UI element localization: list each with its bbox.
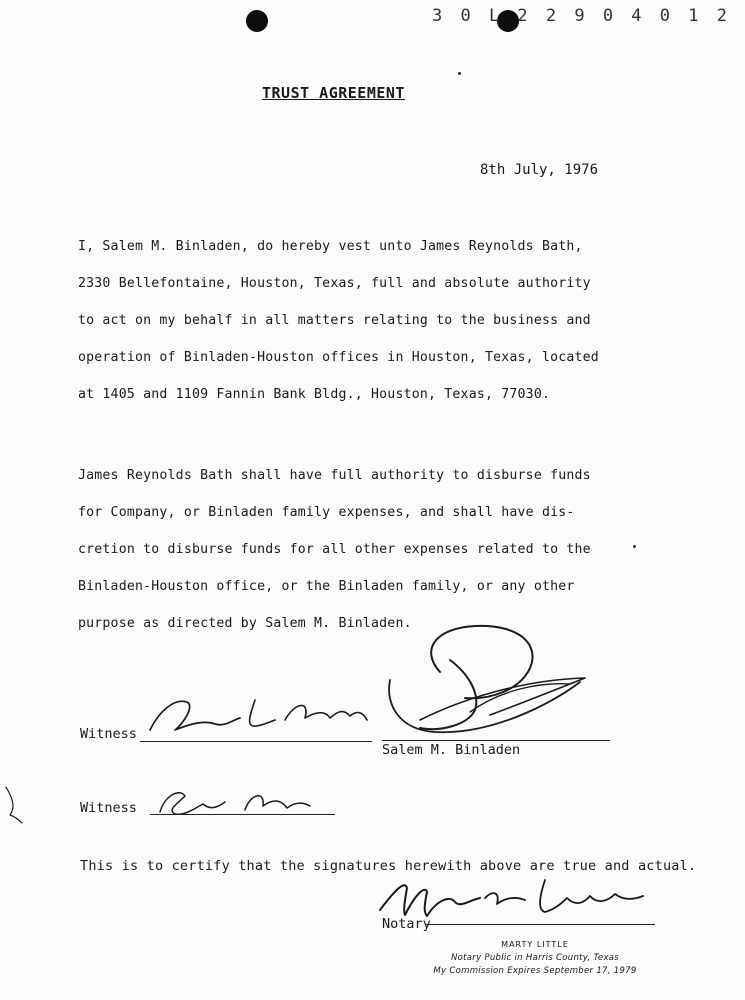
punch-hole: [246, 10, 268, 32]
notary-stamp-name: MARTY LITTLE: [501, 940, 569, 949]
notary-label: Notary: [382, 916, 431, 932]
paragraph-line: James Reynolds Bath shall have full authority to disburse funds: [78, 468, 591, 483]
document-date: 8th July, 1976: [480, 162, 599, 178]
paragraph-line: operation of Binladen-Houston offices in Houston, Texas, located: [78, 350, 599, 365]
witness-line: [150, 814, 335, 815]
signatory-label: Salem M. Binladen: [382, 742, 521, 758]
certification-statement: This is to certify that the signatures herewith above are true and actual.: [80, 858, 697, 874]
notary-stamp-county: Notary Public in Harris County, Texas: [450, 953, 620, 963]
signature-witness-2: [155, 780, 315, 822]
notary-line: [425, 924, 655, 925]
witness-label: Witness: [80, 800, 137, 816]
paragraph-line: I, Salem M. Binladen, do hereby vest unto James Reynolds Bath,: [78, 239, 583, 254]
paragraph-disbursement: [78, 457, 623, 642]
document-title: TRUST AGREEMENT: [262, 84, 405, 102]
witness-line: [140, 741, 372, 742]
paragraph-line: Binladen-Houston office, or the Binladen family, or any other: [78, 579, 575, 594]
witness-label: Witness: [80, 726, 137, 742]
signature-witness-1: [145, 690, 375, 740]
paragraph-line: purpose as directed by Salem M. Binladen.: [78, 616, 412, 631]
paragraph-line: cretion to disburse funds for all other expenses related to the: [78, 542, 591, 557]
paragraph-line: at 1405 and 1109 Fannin Bank Bldg., Houston, Texas, 77030.: [78, 387, 551, 402]
paragraph-line: for Company, or Binladen family expenses, and shall have dis-: [78, 505, 575, 520]
notary-stamp-commission: My Commission Expires September 17, 1979: [433, 966, 637, 976]
signature-line: [382, 740, 610, 741]
margin-mark: [2, 785, 26, 825]
paragraph-line: to act on my behalf in all matters relating to the business and: [78, 313, 591, 328]
scan-speck: [633, 545, 636, 548]
paragraph-authority: [78, 228, 623, 413]
paragraph-line: 2330 Bellefontaine, Houston, Texas, full and absolute authority: [78, 276, 591, 291]
document-number: 3 0 L 2 2 9 0 4 0 1 2: [432, 6, 731, 26]
scan-speck: [458, 72, 461, 75]
signature-salem-binladen: [380, 620, 610, 745]
